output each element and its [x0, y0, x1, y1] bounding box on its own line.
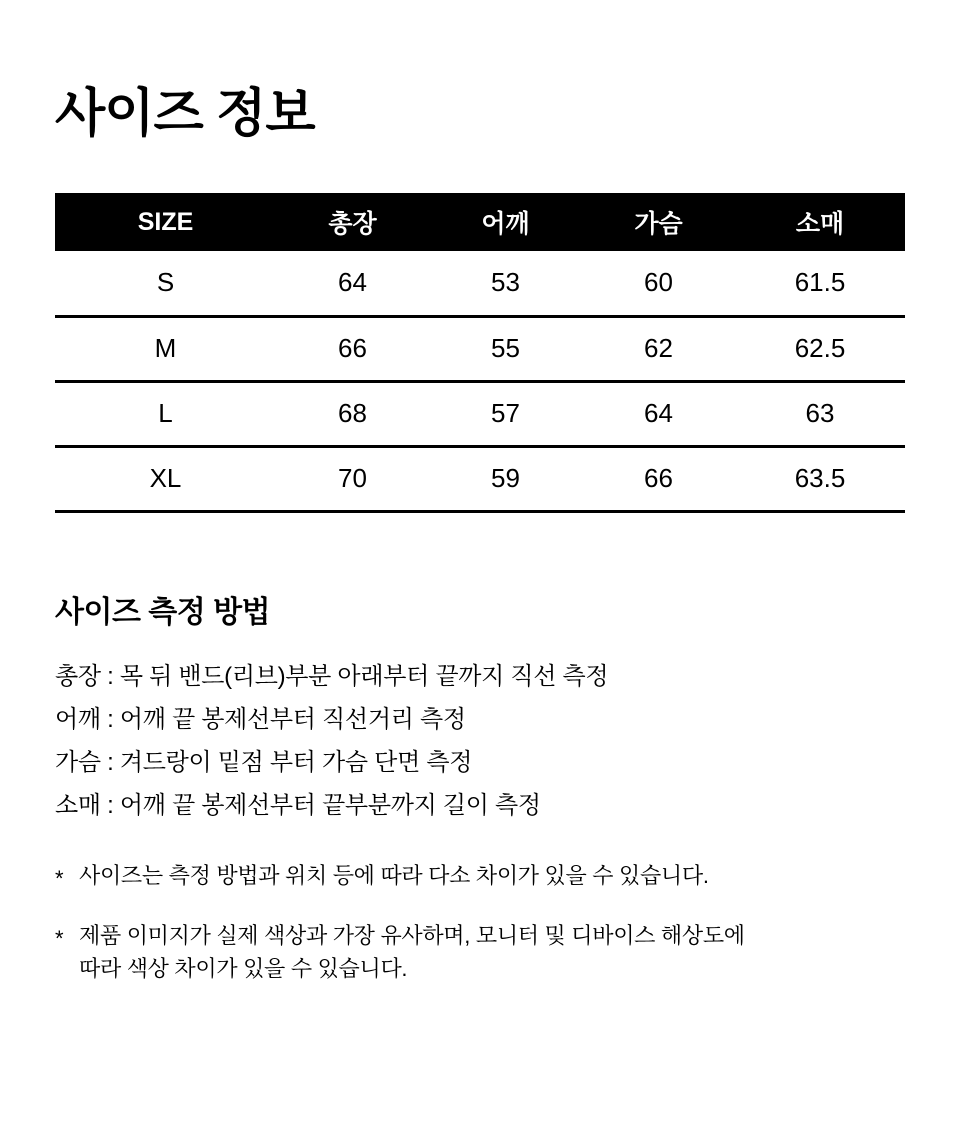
size-table-body [55, 251, 905, 511]
size-row-m [55, 316, 905, 381]
size-info-section [0, 86, 960, 985]
page-title: 사이즈 정보 [55, 85, 315, 143]
table-header-row [55, 193, 905, 251]
measure-method-list [55, 655, 905, 827]
cell-shoulder: 55 [429, 316, 582, 381]
cell-size-label: L [55, 381, 276, 446]
asterisk-marker: * [55, 865, 64, 891]
size-table-header [55, 193, 905, 251]
cell-shoulder: 57 [429, 381, 582, 446]
measure-line-shoulder: 어깨 : 어깨 끝 봉제선부터 직선거리 측정 [55, 705, 466, 733]
size-table [55, 193, 905, 513]
col-header-shoulder: 어깨 [429, 193, 582, 251]
size-row-s [55, 251, 905, 316]
cell-sleeve: 61.5 [735, 251, 905, 316]
cell-total-length: 66 [276, 316, 429, 381]
cell-chest: 60 [582, 251, 735, 316]
disclaimer-notes [55, 859, 905, 985]
note-text: 제품 이미지가 실제 색상과 가장 유사하며, 모니터 및 디바이스 해상도에 따라 색상 차이가 있을 수 있습니다. [79, 922, 745, 981]
col-header-total-length: 총장 [276, 193, 429, 251]
note-size-variance [55, 859, 905, 895]
cell-shoulder: 59 [429, 446, 582, 511]
col-header-sleeve: 소매 [735, 193, 905, 251]
cell-sleeve: 63.5 [735, 446, 905, 511]
cell-size-label: S [55, 251, 276, 316]
cell-total-length: 64 [276, 251, 429, 316]
measure-line-total-length: 총장 : 목 뒤 밴드(리브)부분 아래부터 끝까지 직선 측정 [55, 662, 609, 690]
asterisk-marker: * [55, 925, 64, 951]
size-row-l [55, 381, 905, 446]
cell-sleeve: 63 [735, 381, 905, 446]
col-header-chest: 가슴 [582, 193, 735, 251]
cell-chest: 62 [582, 316, 735, 381]
cell-size-label: M [55, 316, 276, 381]
note-text: 사이즈는 측정 방법과 위치 등에 따라 다소 차이가 있을 수 있습니다. [79, 862, 709, 888]
size-row-xl [55, 446, 905, 511]
cell-total-length: 70 [276, 446, 429, 511]
cell-shoulder: 53 [429, 251, 582, 316]
cell-total-length: 68 [276, 381, 429, 446]
col-header-size: SIZE [55, 193, 276, 251]
measure-method-title: 사이즈 측정 방법 [55, 595, 271, 629]
measure-line-chest: 가슴 : 겨드랑이 밑점 부터 가슴 단면 측정 [55, 748, 473, 776]
cell-sleeve: 62.5 [735, 316, 905, 381]
cell-size-label: XL [55, 446, 276, 511]
cell-chest: 64 [582, 381, 735, 446]
measure-line-sleeve: 소매 : 어깨 끝 봉제선부터 끝부분까지 길이 측정 [55, 791, 541, 819]
note-color-variance [55, 919, 905, 985]
cell-chest: 66 [582, 446, 735, 511]
